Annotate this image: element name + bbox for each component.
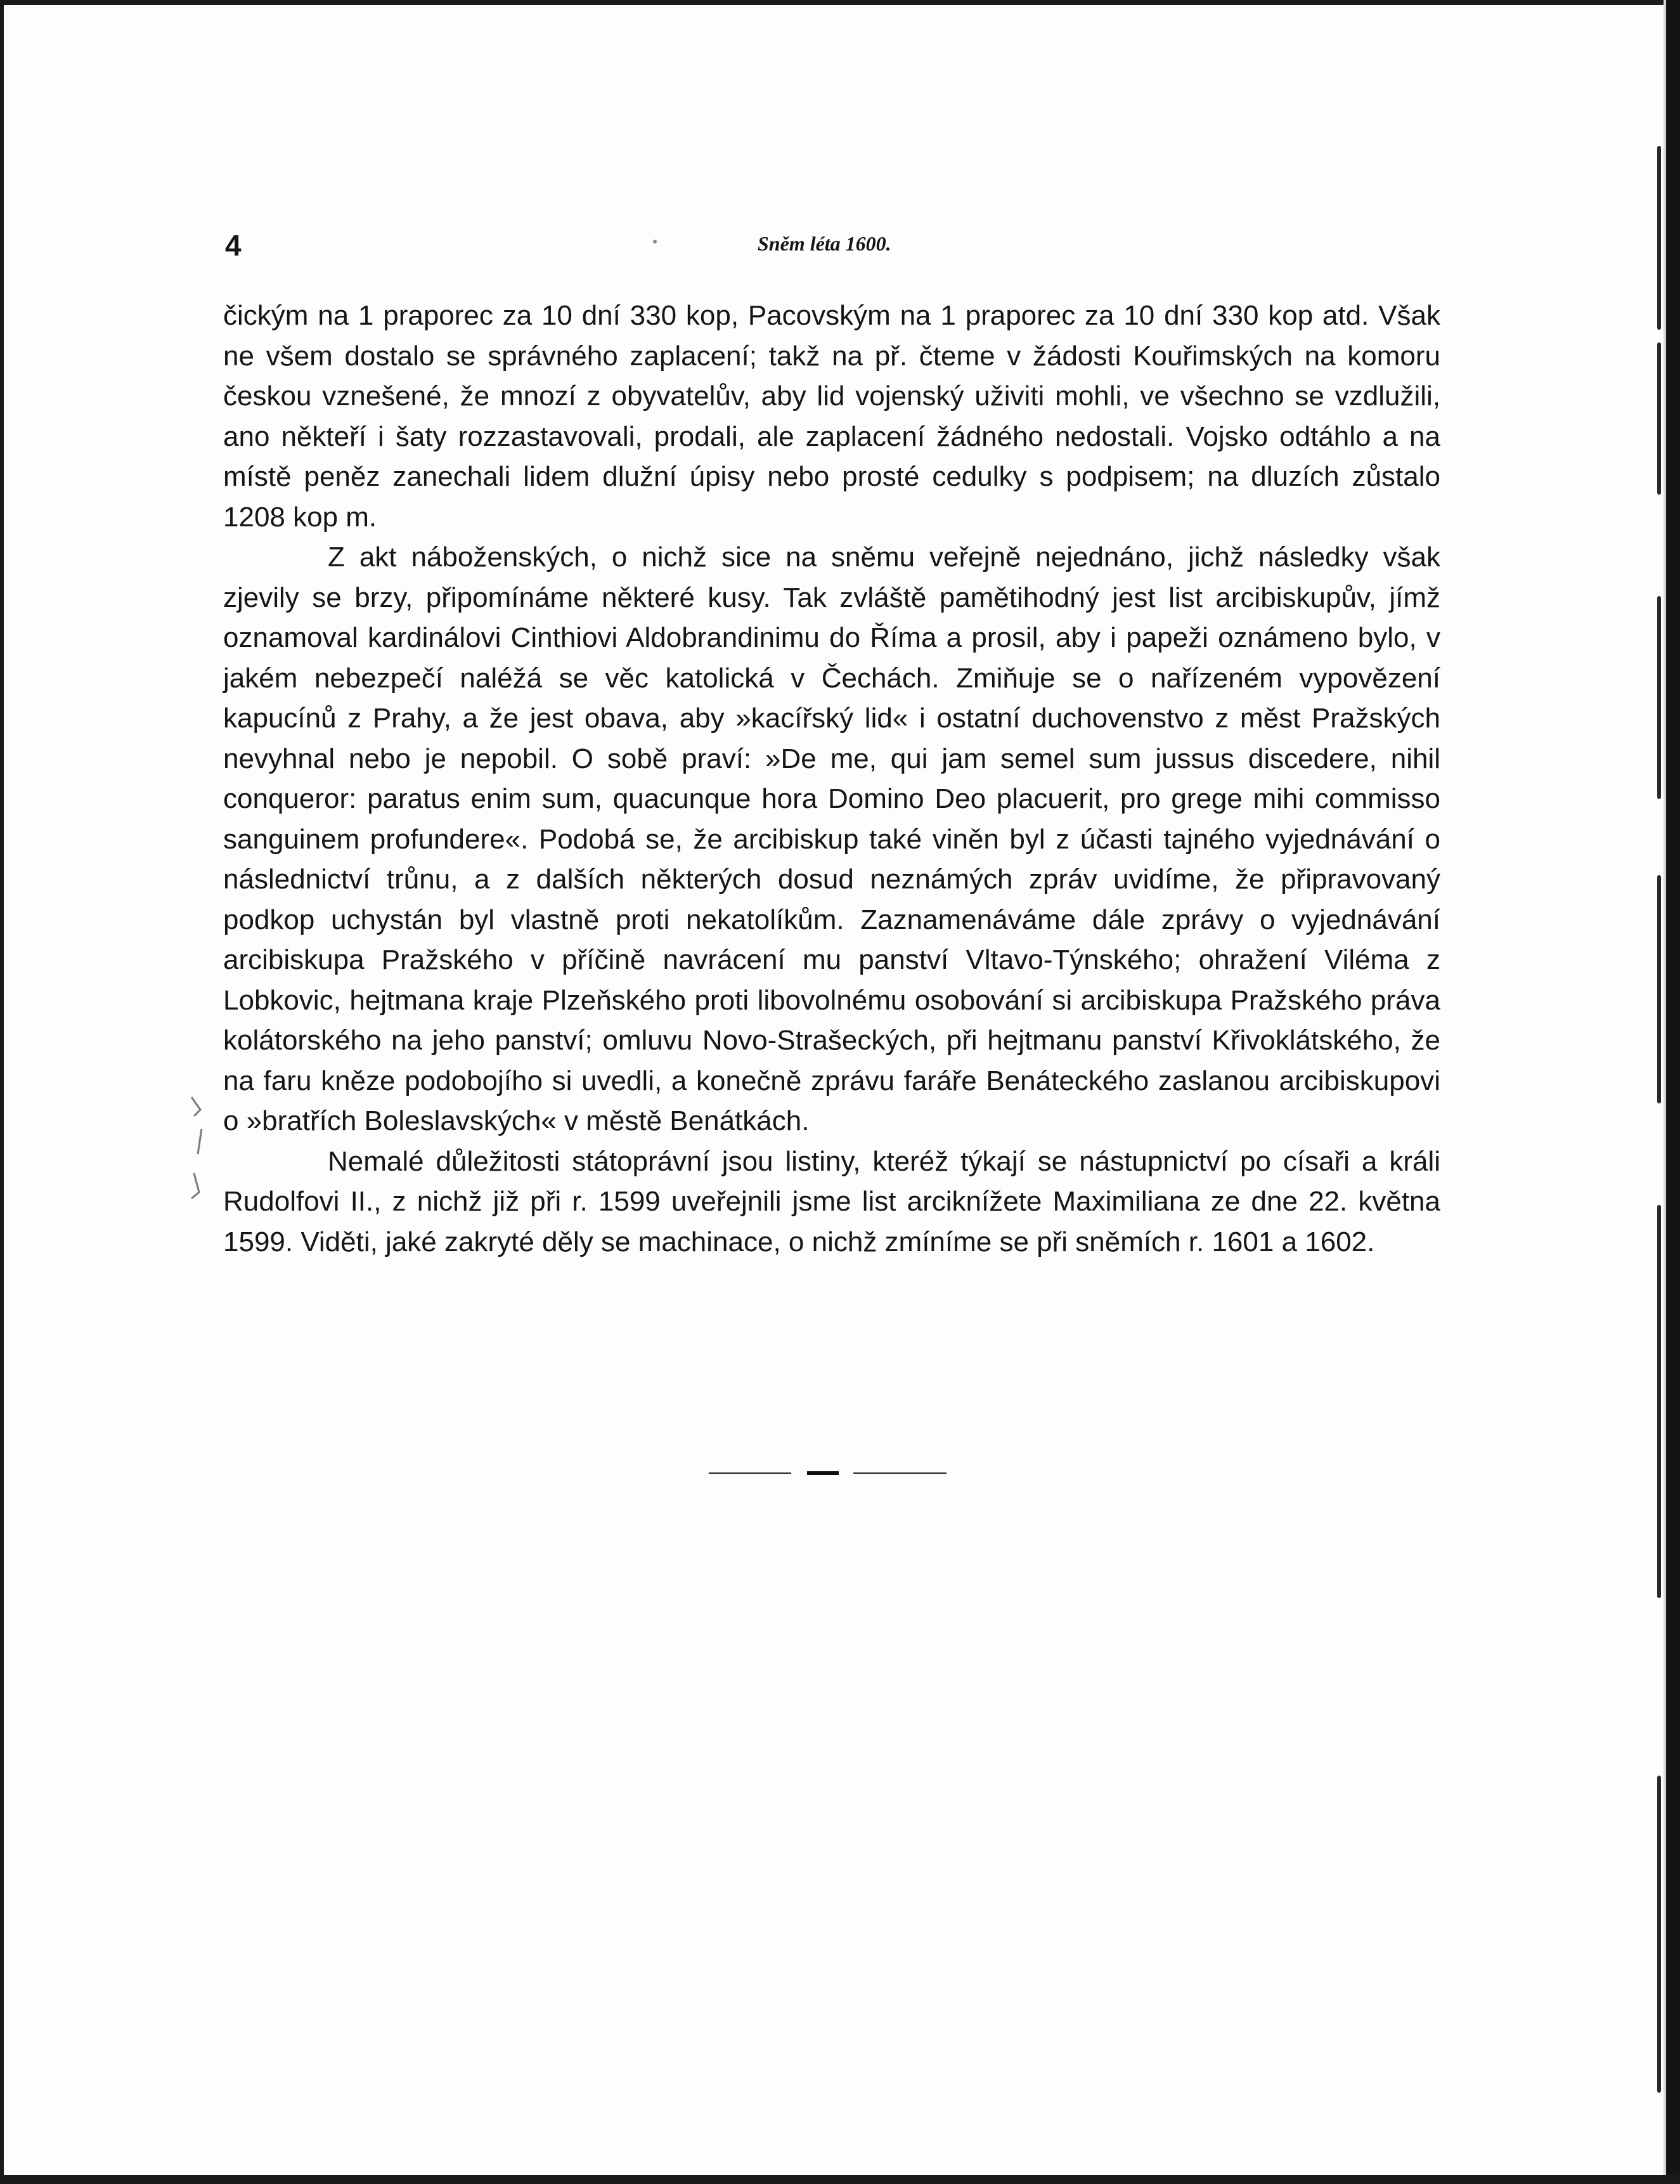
binding-mark (1657, 342, 1661, 495)
ornament-dash (807, 1471, 839, 1475)
section-end-ornament (709, 1470, 947, 1476)
paragraph: Z akt náboženských, o nichž sice na sněmu veřejně nejednáno, jichž následky však zjevily se brzy, připomínáme některé kusy. Tak zvláště pamětihodný jest list arcibiskupův, jímž oznamoval kardinálovi Cinthiovi Aldobrandinimu do Říma a prosil, aby i papeži oznámeno bylo, v jakém nebezpečí naléžá se věc katolická v Čechách. Zmiňuje se o nařízeném vypovězení kapucínů z Prahy, a že jest obava, aby »kacířský lid« i ostatní duchovenstvo z měst Pražských nevyhnal nebo je nepobil. O sobě praví: »De me, qui jam semel sum jussus discedere, nihil conqueror: paratus enim sum, quacunque hora Domino Deo placuerit, pro grege mihi commisso sanguinem profundere«. Podobá se, že arcibiskup také viněn byl z účasti tajného vyjednávání o následnictví trůnu, a z dalších některých dosud neznámých zpráv uvidíme, že připravovaný podkop uchystán byl vlastně proti nekatolíkům. Zaznamenáváme dále zprávy o vyjednávání arcibiskupa Pražského v příčině navrácení mu panství Vltavo-Týnského; ohražení Viléma z Lobkovic, hejtmana kraje Plzeňského proti libovolnému osobování si arcibiskupa Pražského práva kolátorského na jeho panství; omluvu Novo-Strašeckých, při hejtmanu panství Křivoklátského, že na faru kněze podobojího si uvedli, a konečně zprávu faráře Benáteckého zaslanou arcibiskupovi o »bratřích Boleslavských« v městě Benátkách. (223, 542, 1440, 1136)
binding-mark (1657, 1205, 1661, 1598)
page-header (225, 228, 1442, 266)
ornament-line-left (709, 1472, 791, 1474)
binding-mark (1657, 146, 1661, 330)
binding-mark (1657, 875, 1661, 1103)
running-title: Sněm léta 1600. (758, 232, 891, 255)
pencil-squiggle-icon (185, 1091, 210, 1205)
binding-mark (1657, 596, 1661, 799)
ornament-line-right (853, 1472, 947, 1474)
binding-mark (1657, 1776, 1661, 2093)
page-number: 4 (225, 229, 242, 262)
scan-edge-right (1666, 0, 1680, 2184)
paragraph: Nemalé důležitosti státoprávní jsou listiny, kteréž týkají se nástupnictví po císaři a králi Rudolfovi II., z nichž již při r. 1599 uveřejnili jsme list arciknížete Maximiliana ze dne 22. května 1599. Viděti, jaké zakryté děly se machinace, o nichž zmíníme se při sněmích r. 1601 a 1602. (223, 1145, 1440, 1258)
pencil-margin-mark (185, 1091, 210, 1216)
paragraph: čickým na 1 praporec za 10 dní 330 kop, Pacovským na 1 praporec za 10 dní 330 kop atd. Však ne všem dostalo se správného zaplacení; takž na př. čteme v žádosti Kouřimských na komoru českou vznešené, že mnozí z obyvatelův, aby lid vojenský uživiti mohli, ve všechno se vzdlužili, ano někteří i šaty rozzastavovali, prodali, ale zaplacení žádného nedostali. Vojsko odtáhlo a na místě peněz zanechali lidem dlužní úpisy nebo prosté cedulky s podpisem; na dluzích zůstalo 1208 kop m. (223, 300, 1440, 533)
scan-edge-top (0, 0, 1680, 5)
scan-edge-right-inner (1664, 0, 1666, 2184)
body-text (223, 296, 1440, 1262)
scan-edge-bottom (0, 2175, 1680, 2184)
scan-edge-left (0, 0, 4, 2184)
